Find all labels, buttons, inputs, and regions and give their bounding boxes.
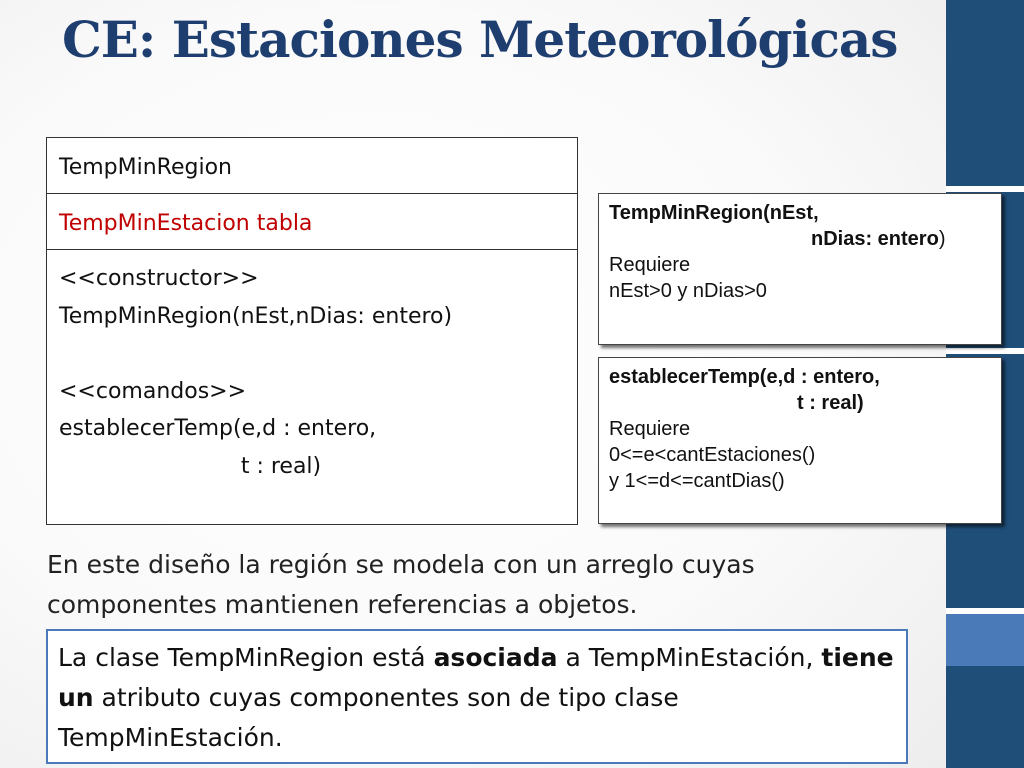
contract-condition: nEst>0 y nDias>0 xyxy=(609,280,767,302)
slide-title: CE: Estaciones Meteorológicas xyxy=(62,10,898,69)
contract-box-command xyxy=(598,357,1002,524)
note-text: La clase TempMinRegion está xyxy=(58,643,434,672)
side-bar-accent xyxy=(946,614,1024,666)
highlight-note xyxy=(46,629,908,764)
contract-condition: 0<=e<cantEstaciones() xyxy=(609,444,816,466)
uml-operation-command-cont: t : real) xyxy=(59,453,322,479)
uml-operation-constructor: TempMinRegion(nEst,nDias: entero) xyxy=(59,303,453,329)
uml-class-diagram xyxy=(46,137,578,525)
uml-class-name: TempMinRegion xyxy=(47,138,577,194)
uml-attribute: TempMinEstacion tabla xyxy=(47,194,577,250)
contract-condition-cont: y 1<=d<=cantDias() xyxy=(609,470,785,492)
contract-signature: establecerTemp(e,d : entero, xyxy=(609,366,880,388)
side-bar-divider xyxy=(946,348,1024,354)
uml-stereotype-constructor: <<constructor>> xyxy=(59,266,259,291)
uml-operation-command: establecerTemp(e,d : entero, xyxy=(59,416,377,441)
uml-operations xyxy=(47,250,577,485)
uml-blank-line xyxy=(59,335,577,373)
contract-requires-label: Requiere xyxy=(609,418,691,440)
contract-signature-cont xyxy=(609,226,1001,252)
contract-signature-close: ) xyxy=(938,228,946,250)
note-emphasis: tiene un xyxy=(58,643,894,712)
uml-stereotype-commands: <<comandos>> xyxy=(59,378,247,404)
note-text: a TempMinEstación, xyxy=(557,643,822,672)
contract-signature: TempMinRegion(nEst, xyxy=(609,202,819,224)
contract-requires-label: Requiere xyxy=(609,254,691,276)
contract-box-constructor xyxy=(598,193,1002,345)
description-paragraph: En este diseño la región se modela con un arreglo cuyas componentes mantienen referencias a objetos. xyxy=(47,550,755,619)
note-emphasis: asociada xyxy=(433,643,558,672)
note-text: atributo cuyas componentes son de tipo clase TempMinEstación. xyxy=(58,683,679,752)
contract-signature-params: nDias: entero xyxy=(811,228,939,250)
side-bar-divider xyxy=(946,186,1024,192)
contract-signature-cont: t : real) xyxy=(797,392,864,414)
